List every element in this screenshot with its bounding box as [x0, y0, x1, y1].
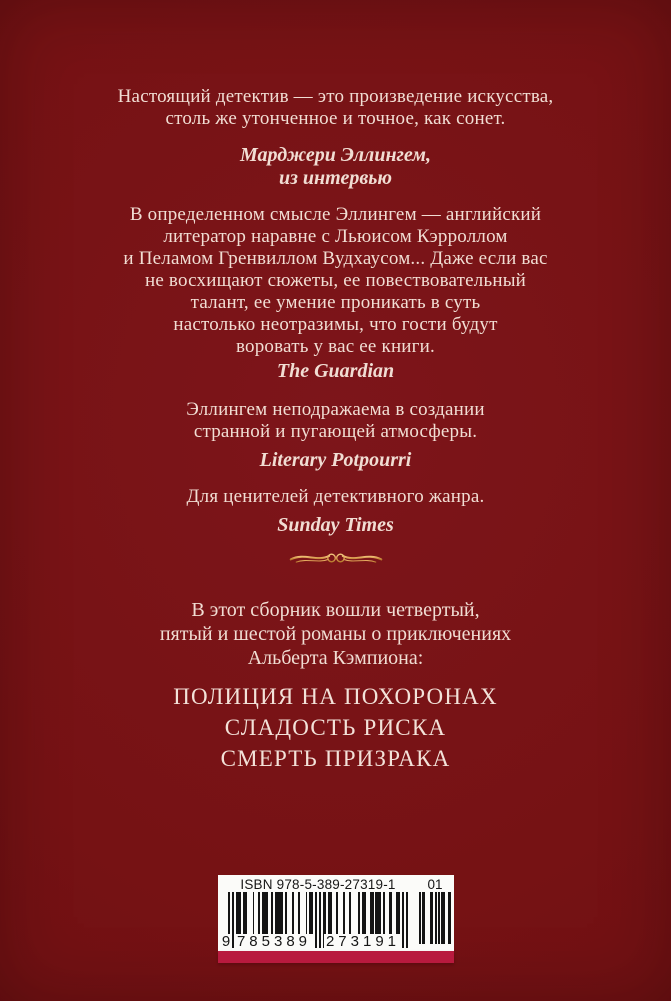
quote-line: не восхищают сюжеты, ее повествовательный	[144, 270, 527, 291]
flourish-ornament-icon	[0, 546, 671, 570]
quote-block-2	[0, 204, 671, 383]
collection-intro-line: Альберта Кэмпиона:	[247, 647, 424, 669]
quote-line: Настоящий детектив — это произведение искусства,	[117, 86, 554, 107]
quote-line: воровать у вас ее книги.	[235, 336, 435, 357]
quote-attribution	[0, 360, 671, 383]
quote-block-3	[0, 399, 671, 472]
quote-line: талант, ее умение проникать в суть	[190, 292, 481, 313]
quote-attribution-line: Sunday Times	[277, 514, 394, 536]
quote-block-1	[0, 86, 671, 190]
quote-line: литератор наравне с Льюисом Кэрроллом	[163, 226, 508, 247]
collection-titles	[0, 681, 671, 774]
quote-attribution-line: из интервью	[279, 167, 392, 189]
quote-block-4	[0, 486, 671, 537]
collection-intro-line: пятый и шестой романы о приключениях	[159, 623, 512, 645]
quote-attribution-line: Literary Potpourri	[259, 449, 412, 471]
barcode-label	[218, 875, 454, 951]
book-title: СМЕРТЬ ПРИЗРАКА	[220, 746, 451, 771]
book-title: ПОЛИЦИЯ НА ПОХОРОНАХ	[173, 684, 498, 709]
barcode-digit-group: 785389	[236, 933, 312, 950]
barcode-digit-first: 9	[221, 933, 231, 950]
quote-line: странной и пугающей атмосферы.	[193, 421, 478, 442]
quote-attribution-line: Марджери Эллингем,	[239, 144, 432, 166]
barcode-addon-number: 01	[427, 877, 443, 892]
collection-intro-line: В этот сборник вошли четвертый,	[191, 599, 480, 621]
quote-line: Эллингем неподражаема в создании	[186, 399, 485, 420]
quote-attribution	[0, 144, 671, 190]
barcode-digit-group: 273191	[325, 933, 401, 950]
barcode-crimson-stripe	[218, 951, 454, 963]
quote-line: и Пеламом Гренвиллом Вудхаусом... Даже если вас	[123, 248, 548, 269]
quote-line: настолько неотразимы, что гости будут	[173, 314, 498, 335]
quote-attribution-line: The Guardian	[276, 360, 395, 382]
quote-attribution	[0, 449, 671, 472]
isbn-number: ISBN 978-5-389-27319-1	[240, 877, 396, 892]
book-title: СЛАДОСТЬ РИСКА	[224, 715, 447, 740]
addon-barcode-bars	[419, 892, 451, 944]
collection-intro	[0, 598, 671, 670]
quote-line: столь же утонченное и точное, как сонет.	[165, 108, 506, 129]
quote-line: В определенном смысле Эллингем — английский	[129, 204, 542, 225]
quote-line: Для ценителей детективного жанра.	[186, 486, 485, 507]
quote-attribution	[0, 514, 671, 537]
